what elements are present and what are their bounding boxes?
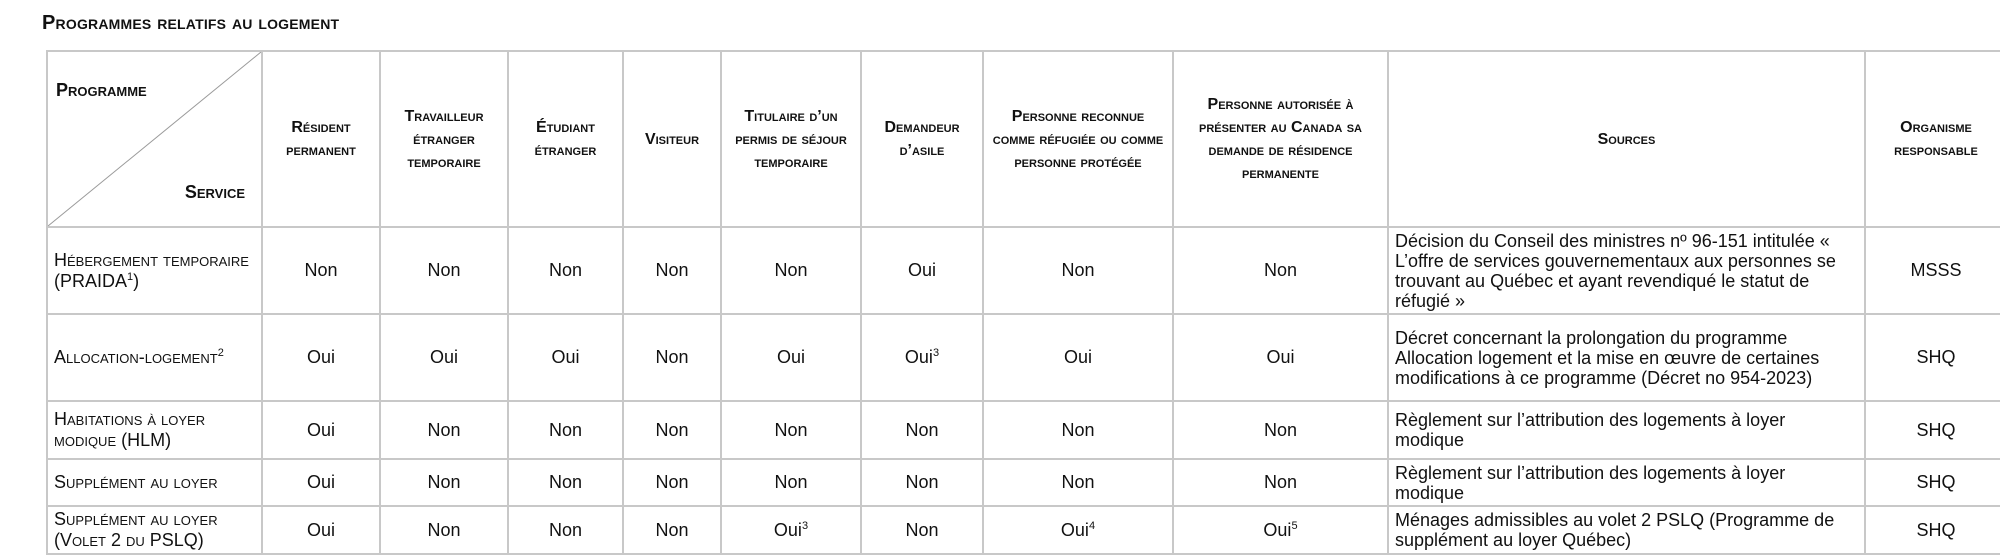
eligibility-cell bbox=[983, 314, 1173, 401]
organism-cell: SHQ bbox=[1865, 459, 2000, 506]
program-name: Habitations à loyer modique (HLM) bbox=[54, 409, 206, 450]
source-cell: Règlement sur l’attribution des logements à loyer modique bbox=[1388, 401, 1865, 459]
program-name: Supplément au loyer (Volet 2 du PSLQ) bbox=[54, 509, 218, 550]
col-header-organisme: Organisme responsable bbox=[1865, 51, 2000, 227]
eligibility-value: Oui bbox=[1060, 519, 1089, 540]
col-header-personne-autorisee: Personne autorisée à présenter au Canada sa demande de résidence permanente bbox=[1173, 51, 1388, 227]
footnote-mark: 5 bbox=[1291, 519, 1298, 532]
eligibility-value: Oui bbox=[306, 347, 335, 367]
eligibility-cell bbox=[380, 401, 508, 459]
eligibility-cell bbox=[623, 314, 721, 401]
program-name-cell bbox=[47, 506, 262, 554]
eligibility-value: Non bbox=[655, 260, 689, 280]
eligibility-value: Non bbox=[774, 260, 808, 280]
program-name: Allocation-logement bbox=[54, 347, 218, 367]
col-header-visiteur: Visiteur bbox=[623, 51, 721, 227]
table-row bbox=[47, 506, 2000, 554]
eligibility-value: Oui bbox=[306, 419, 335, 440]
eligibility-value: Non bbox=[905, 419, 939, 440]
eligibility-cell bbox=[508, 459, 623, 506]
eligibility-cell bbox=[1173, 227, 1388, 314]
eligibility-cell bbox=[262, 314, 380, 401]
eligibility-cell bbox=[861, 314, 983, 401]
col-header-personne-refugiee: Personne reconnue comme réfugiée ou comme personne protégée bbox=[983, 51, 1173, 227]
source-cell: Décret concernant la prolongation du programme Allocation logement et la mise en œuvre de certaines modifications à ce programme (Décret no 954-2023) bbox=[1388, 314, 1865, 401]
header-row bbox=[47, 51, 2000, 227]
col-header-travailleur-etranger: Travailleur étranger temporaire bbox=[380, 51, 508, 227]
eligibility-cell bbox=[262, 459, 380, 506]
eligibility-value: Non bbox=[548, 472, 583, 492]
program-name-suffix: ) bbox=[133, 270, 140, 291]
eligibility-value: Oui bbox=[306, 519, 335, 540]
corner-programme-label: Programme bbox=[56, 80, 147, 100]
eligibility-cell bbox=[1173, 506, 1388, 554]
eligibility-value: Oui bbox=[907, 260, 936, 280]
eligibility-cell bbox=[508, 506, 623, 554]
eligibility-value: Non bbox=[1061, 419, 1095, 440]
footnote-mark: 4 bbox=[1088, 519, 1096, 532]
page-title: Programmes relatifs au logement bbox=[42, 12, 340, 34]
program-name-cell bbox=[47, 459, 262, 506]
eligibility-cell bbox=[623, 459, 721, 506]
eligibility-cell bbox=[623, 506, 721, 554]
eligibility-value: Non bbox=[1263, 260, 1298, 280]
col-header-demandeur-asile: Demandeur d’asile bbox=[861, 51, 983, 227]
footnote-mark: 2 bbox=[217, 347, 224, 359]
source-cell: Ménages admissibles au volet 2 PSLQ (Programme de supplément au loyer Québec) bbox=[1388, 506, 1865, 554]
eligibility-value: Non bbox=[427, 472, 461, 492]
eligibility-value: Non bbox=[655, 472, 689, 492]
eligibility-value: Non bbox=[655, 519, 689, 540]
eligibility-value: Non bbox=[1263, 472, 1298, 492]
eligibility-value: Non bbox=[1061, 260, 1095, 280]
eligibility-value: Non bbox=[655, 419, 689, 440]
eligibility-cell bbox=[983, 227, 1173, 314]
eligibility-cell bbox=[861, 459, 983, 506]
eligibility-value: Non bbox=[427, 419, 461, 440]
eligibility-cell bbox=[861, 227, 983, 314]
eligibility-cell bbox=[1173, 401, 1388, 459]
eligibility-value: Non bbox=[427, 519, 461, 540]
program-name-cell bbox=[47, 227, 262, 314]
footnote-mark: 3 bbox=[801, 519, 809, 532]
eligibility-cell bbox=[380, 314, 508, 401]
eligibility-value: Oui bbox=[1266, 347, 1295, 367]
eligibility-value: Non bbox=[655, 347, 689, 367]
table-row bbox=[47, 227, 2000, 314]
eligibility-cell bbox=[623, 401, 721, 459]
eligibility-cell bbox=[380, 459, 508, 506]
eligibility-value: Oui bbox=[429, 347, 458, 367]
program-name-cell bbox=[47, 314, 262, 401]
eligibility-value: Oui bbox=[1263, 519, 1292, 540]
eligibility-value: Oui bbox=[904, 347, 933, 367]
organism-cell: SHQ bbox=[1865, 314, 2000, 401]
eligibility-cell bbox=[721, 459, 861, 506]
eligibility-cell bbox=[721, 227, 861, 314]
eligibility-cell bbox=[508, 227, 623, 314]
eligibility-value: Oui bbox=[551, 347, 580, 367]
eligibility-value: Non bbox=[548, 519, 583, 540]
eligibility-cell bbox=[861, 401, 983, 459]
eligibility-value: Oui bbox=[776, 347, 805, 367]
housing-programs-table bbox=[46, 50, 2000, 555]
eligibility-cell bbox=[1173, 459, 1388, 506]
footnote-mark: 3 bbox=[932, 347, 940, 359]
eligibility-value: Non bbox=[548, 260, 583, 280]
col-header-sources: Sources bbox=[1388, 51, 1865, 227]
eligibility-value: Non bbox=[774, 472, 808, 492]
corner-header bbox=[47, 51, 262, 227]
eligibility-value: Non bbox=[1263, 419, 1298, 440]
eligibility-value: Non bbox=[304, 260, 338, 280]
eligibility-cell bbox=[380, 506, 508, 554]
eligibility-cell bbox=[721, 401, 861, 459]
table-row bbox=[47, 459, 2000, 506]
eligibility-value: Non bbox=[548, 419, 583, 440]
eligibility-value: Non bbox=[774, 419, 808, 440]
table-row bbox=[47, 401, 2000, 459]
eligibility-value: Non bbox=[1061, 472, 1095, 492]
eligibility-cell bbox=[721, 506, 861, 554]
program-name: Hébergement temporaire (PRAIDA bbox=[54, 249, 249, 291]
eligibility-cell bbox=[1173, 314, 1388, 401]
col-header-resident-permanent: Résident permanent bbox=[262, 51, 380, 227]
eligibility-cell bbox=[380, 227, 508, 314]
eligibility-cell bbox=[508, 314, 623, 401]
organism-cell: SHQ bbox=[1865, 401, 2000, 459]
footnote-mark: 1 bbox=[127, 270, 134, 283]
table-row bbox=[47, 314, 2000, 401]
organism-cell: MSSS bbox=[1865, 227, 2000, 314]
eligibility-cell bbox=[983, 459, 1173, 506]
eligibility-cell bbox=[262, 506, 380, 554]
eligibility-cell bbox=[262, 401, 380, 459]
program-name-cell bbox=[47, 401, 262, 459]
eligibility-cell bbox=[721, 314, 861, 401]
eligibility-value: Non bbox=[427, 260, 461, 280]
eligibility-cell bbox=[861, 506, 983, 554]
source-cell: Règlement sur l’attribution des logements à loyer modique bbox=[1388, 459, 1865, 506]
organism-cell: SHQ bbox=[1865, 506, 2000, 554]
col-header-etudiant-etranger: Étudiant étranger bbox=[508, 51, 623, 227]
eligibility-value: Oui bbox=[306, 472, 335, 492]
corner-service-label: Service bbox=[184, 182, 245, 202]
eligibility-value: Non bbox=[905, 472, 939, 492]
program-name: Supplément au loyer bbox=[54, 472, 218, 492]
eligibility-cell bbox=[262, 227, 380, 314]
col-header-permis-sejour: Titulaire d’un permis de séjour temporaire bbox=[721, 51, 861, 227]
eligibility-value: Oui bbox=[1063, 347, 1092, 367]
source-cell: Décision du Conseil des ministres nº 96-151 intitulée « L’offre de services gouvernementaux aux personnes se trouvant au Québec et ayant revendiqué le statut de réfugié » bbox=[1388, 227, 1865, 314]
eligibility-cell bbox=[983, 506, 1173, 554]
eligibility-cell bbox=[623, 227, 721, 314]
eligibility-cell bbox=[983, 401, 1173, 459]
eligibility-value: Non bbox=[905, 519, 939, 540]
eligibility-value: Oui bbox=[773, 519, 802, 540]
eligibility-cell bbox=[508, 401, 623, 459]
